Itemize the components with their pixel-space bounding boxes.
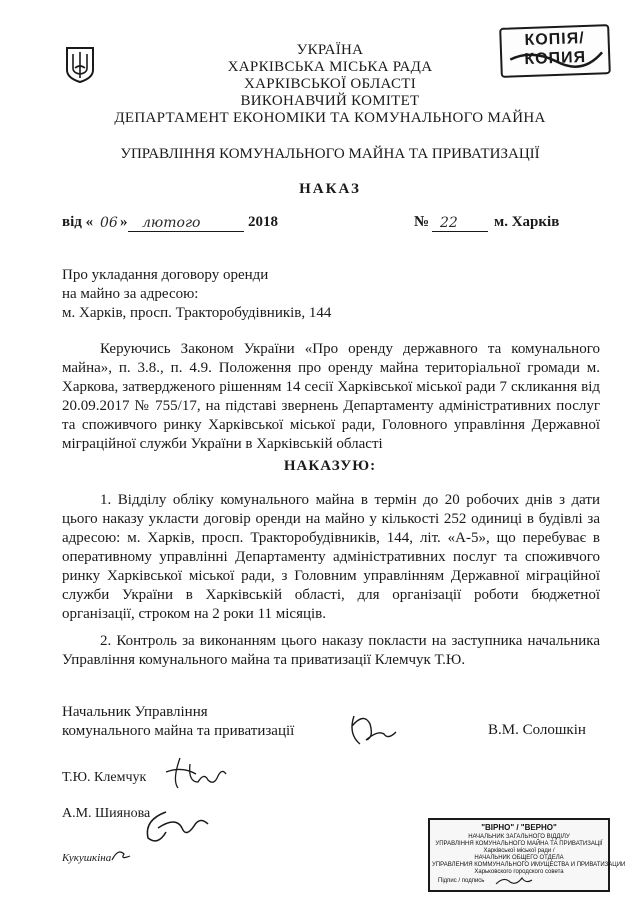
subject-line: на майно за адресою: [62,286,199,302]
head-signature [344,704,404,754]
verno-stamp-title: "ВІРНО" / "ВЕРНО" [481,823,557,832]
verno-stamp-signature-label: Підпис / подпись [438,878,485,884]
executor-signature [108,846,134,864]
subject-line: Про укладання договору оренди [62,267,269,283]
subject-line: м. Харків, просп. Тракторобудівників, 144 [62,305,332,321]
order-month: лютого [142,215,201,231]
header-line: УКРАЇНА [296,42,364,58]
preamble: Керуючись Законом України «Про оренду державного та комунального майна», п. 3.8., п. 4.9. Положення про оренду майна територіальної громади м. Харкова, затвердженого рішенням 14 сесії Харківської міської ради 7 скликання від 20.09.2017 № 755/17, на підставі звернень Департаменту адміністративних послуг та споживчого ринку Харківської міської ради, Головного управління Державної міграційної служби України в Харківській області [62,341,600,452]
verno-stamp-signature [494,874,534,888]
executor-name: Кукушкіна [62,852,112,864]
number-underline [432,231,488,232]
signatory-title-line: Начальник Управління [62,704,208,720]
date-prefix: від « [62,214,94,230]
order-item-1: 1. Відділу обліку комунального майна в термін до 20 робочих днів з дати цього наказу укласти договір оренди на майно у кількості 252 одиниці в будівлі за адресою: м. Харків, просп. Тракторобудівників, 144, літ. «А-5», що перебуває в оперативному управлінні Департаменту адміністративних послуг та споживчого ринку Харківської міської ради, з Головним управлінням Державної міграційної служби України в Харківській області, для організації роботи бюджетної організації, строком на 2 роки 11 місяців. [62,492,600,622]
order-day: 06 [100,215,118,231]
order-title: НАКАЗ [299,181,361,197]
order-date-line [62,214,582,236]
verno-stamp-line: УПРАВЛЕНИЯ КОММУНАЛЬНОГО ИМУЩЕСТВА И ПРИВАТИЗАЦИИ [432,862,626,868]
header-line: ДЕПАРТАМЕНТ ЕКОНОМІКИ ТА КОМУНАЛЬНОГО МАЙНА [114,110,546,126]
date-mid: » [120,214,128,230]
month-underline [128,231,244,232]
signatory-name: В.М. Солошкін [488,722,586,738]
verno-stamp-line: НАЧАЛЬНИК ЗАГАЛЬНОГО ВІДДІЛУ [468,834,570,840]
department-name: УПРАВЛІННЯ КОМУНАЛЬНОГО МАЙНА ТА ПРИВАТИЗАЦІЇ [120,146,540,162]
copy-stamp-line2: КОПИЯ [524,48,587,69]
order-city: м. Харків [494,214,560,230]
header-line: ХАРКІВСЬКА МІСЬКА РАДА [227,59,433,75]
header-line: ВИКОНАВЧИЙ КОМІТЕТ [240,93,420,109]
order-subject [62,266,331,323]
approver-2-name: А.М. Шиянова [62,806,151,821]
verno-stamp-line: Харьковского городского совета [474,869,564,875]
signatory-title [62,703,294,741]
verno-stamp-line: УПРАВЛІННЯ КОМУНАЛЬНОГО МАЙНА ТА ПРИВАТИЗАЦІЇ [435,841,603,847]
order-year: 2018 [248,214,278,230]
order-item-2: 2. Контроль за виконанням цього наказу покласти на заступника начальника Управління комунального майна та приватизації Клемчук Т.Ю. [62,633,600,668]
order-number: 22 [440,215,458,231]
copy-stamp-line1: КОПІЯ/ [524,29,585,50]
approver-2-signature [136,798,216,850]
approver-1-name: Т.Ю. Клемчук [62,770,147,785]
verno-stamp-line: Харківської міської ради / [483,848,555,854]
verno-stamp-line: НАЧАЛЬНИК ОБЩЕГО ОТДЕЛА [474,855,564,861]
verno-stamp [428,818,626,892]
order-heading: НАКАЗУЮ: [283,458,377,474]
signatory-title-line: комунального майна та приватизації [62,723,295,739]
approver-1-signature [162,752,232,794]
document-header [80,42,580,127]
header-line: ХАРКІВСЬКОЇ ОБЛАСТІ [243,76,417,92]
number-label: № [414,214,430,230]
